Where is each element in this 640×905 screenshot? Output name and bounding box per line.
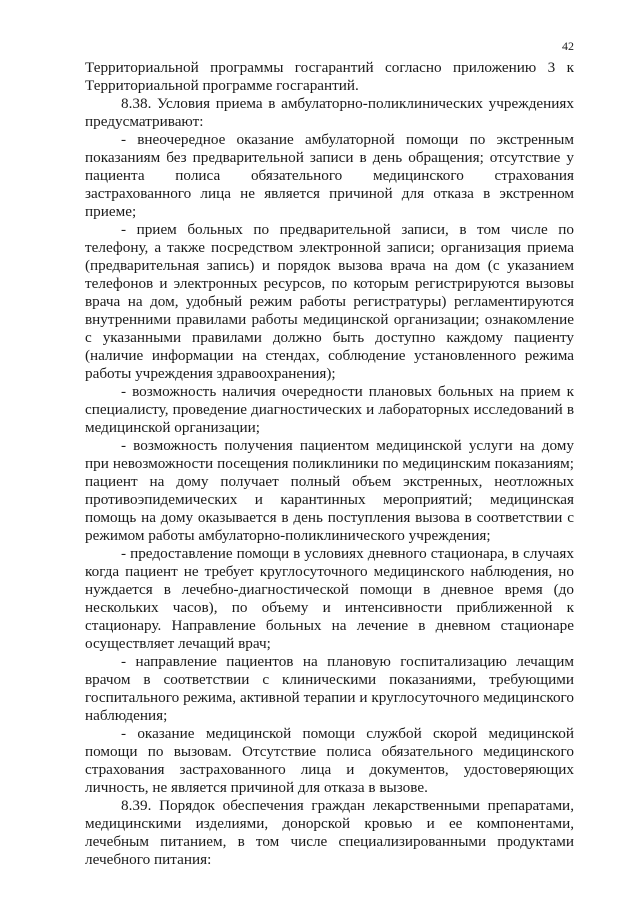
paragraph-section-8-39: 8.39. Порядок обеспечения граждан лекарственными препаратами, медицинскими изделиями, донорской кровью и ее компонентами, лечебным питанием, в том числе специализированными продуктами лечебного питания: [85, 797, 574, 868]
list-item-appointment-booking: - прием больных по предварительной записи, в том числе по телефону, а также посредством электронной записи; организация приема (предварительная запись) и порядок вызова врача на дом (с указанием телефонов и электронных ресурсов, по которым регистрируются вызовы врача на дом, удобный режим работы регистратуры) регламентируются внутренними правилами работы медицинской организации; ознакомление с указанными правилами должно быть доступно каждому пациенту (наличие информации на стендах, соблюдение установленного режима работы учреждения здравоохранения); [85, 221, 574, 382]
list-item-ambulance-service: - оказание медицинской помощи службой скорой медицинской помощи по вызовам. Отсутствие полиса обязательного медицинского страхования застрахованного лица и документов, удостоверяющих личность, не является причиной для отказа в вызове. [85, 725, 574, 796]
list-item-emergency-care: - внеочередное оказание амбулаторной помощи по экстренным показаниям без предварительной записи в день обращения; отсутствие у пациента полиса обязательного медицинского страхования застрахованного лица не является причиной для отказа в экстренном приеме; [85, 131, 574, 220]
page-number: 42 [562, 39, 574, 53]
page-text [85, 59, 574, 869]
list-item-queue-of-planned-patients: - возможность наличия очередности плановых больных на прием к специалисту, проведение диагностических и лабораторных исследований в медицинской организации; [85, 383, 574, 436]
paragraph-section-8-38: 8.38. Условия приема в амбулаторно-поликлинических учреждениях предусматривают: [85, 95, 574, 130]
list-item-day-hospital: - предоставление помощи в условиях дневного стационара, в случаях когда пациент не требует круглосуточного медицинского наблюдения, но нуждается в лечебно-диагностической помощи в дневное время (до нескольких часов), по объему и интенсивности приближенной к стационару. Направление больных на лечение в дневном стационаре осуществляет лечащий врач; [85, 545, 574, 652]
list-item-planned-hospitalization: - направление пациентов на плановую госпитализацию лечащим врачом в соответствии с клиническими показаниями, требующими госпитального режима, активной терапии и круглосуточного медицинского наблюдения; [85, 653, 574, 724]
paragraph-continuation: Территориальной программы госгарантий согласно приложению 3 к Территориальной программе госгарантий. [85, 59, 574, 94]
list-item-home-care: - возможность получения пациентом медицинской услуги на дому при невозможности посещения поликлиники по медицинским показаниям; пациент на дому получает полный объем экстренных, неотложных противоэпидемических и карантинных мероприятий; медицинская помощь на дому оказывается в день поступления вызова в соответствии с режимом работы амбулаторно-поликлинического учреждения; [85, 437, 574, 544]
